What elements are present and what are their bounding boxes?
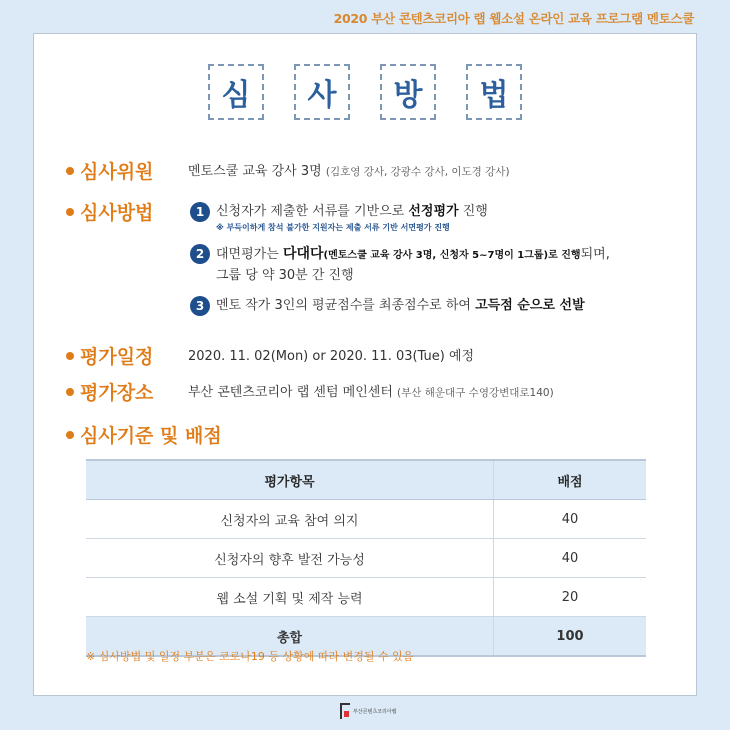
table-cell-item: 신청자의 향후 발전 가능성 xyxy=(86,539,494,578)
venue-text: 부산 콘텐츠코리아 랩 센텀 메인센터 xyxy=(188,385,393,400)
section-venue xyxy=(66,378,554,405)
step-text: 되며, xyxy=(580,247,610,262)
section-label: 평가일정 xyxy=(80,346,154,368)
table-cell-item: 신청자의 교육 참여 의지 xyxy=(86,500,494,539)
title-char: 심 xyxy=(208,64,264,120)
table-cell-score: 40 xyxy=(494,500,647,539)
step-note: ※ 부득이하게 참석 불가한 지원자는 제출 서류 기반 서면평가 진행 xyxy=(216,223,450,232)
step-bold: 선정평가 xyxy=(408,204,459,219)
judges-text: 멘토스쿨 교육 강사 3명 xyxy=(188,164,322,179)
step-text: 신청자가 제출한 서류를 기반으로 xyxy=(216,204,409,219)
table-cell-score: 40 xyxy=(494,539,647,578)
method-steps xyxy=(190,202,670,326)
content-card xyxy=(33,33,697,696)
step-bold: 다대다 xyxy=(282,246,324,262)
logo-text: 부산콘텐츠코리아랩 xyxy=(353,708,397,715)
section-judges xyxy=(66,157,510,184)
section-criteria xyxy=(66,421,222,448)
table-header-row xyxy=(86,460,646,500)
bullet-icon xyxy=(66,352,74,360)
bullet-icon xyxy=(66,208,74,216)
step-text: 멘토 작가 3인의 평균점수를 최종점수로 하여 xyxy=(216,298,476,313)
table-row xyxy=(86,539,646,578)
title-char: 방 xyxy=(380,64,436,120)
section-label: 심사위원 xyxy=(80,161,154,183)
bullet-icon xyxy=(66,388,74,396)
method-step xyxy=(190,202,670,234)
table-cell-score: 100 xyxy=(494,617,647,657)
number-1-icon: 1 xyxy=(190,202,210,222)
table-row xyxy=(86,500,646,539)
judges-detail: (김호영 강사, 강광수 강사, 이도경 강사) xyxy=(325,166,510,178)
table-row xyxy=(86,578,646,617)
bullet-icon xyxy=(66,431,74,439)
step-bold: 고득점 순으로 선발 xyxy=(475,298,585,313)
section-label: 평가장소 xyxy=(80,382,154,404)
section-label: 심사기준 및 배점 xyxy=(80,425,222,447)
bullet-icon xyxy=(66,167,74,175)
title-char: 사 xyxy=(294,64,350,120)
step-text: 대면평가는 xyxy=(216,247,283,262)
method-step xyxy=(190,244,670,286)
title-row xyxy=(34,64,696,120)
section-schedule xyxy=(66,342,474,369)
method-step xyxy=(190,296,670,316)
table-header: 평가항목 xyxy=(86,460,494,500)
footnote: ※ 심사방법 및 일정 부분은 코로나19 등 상황에 따라 변경될 수 있음 xyxy=(86,650,414,663)
number-3-icon: 3 xyxy=(190,296,210,316)
logo xyxy=(340,703,396,719)
schedule-text: 2020. 11. 02(Mon) or 2020. 11. 03(Tue) 예정 xyxy=(188,349,475,364)
number-2-icon: 2 xyxy=(190,244,210,264)
section-label: 심사방법 xyxy=(80,202,154,224)
step-text: 진행 xyxy=(458,204,488,219)
logo-mark-icon xyxy=(340,703,350,719)
title-char: 법 xyxy=(466,64,522,120)
step-text-line2: 그룹 당 약 30분 간 진행 xyxy=(216,268,354,283)
criteria-table xyxy=(86,459,646,657)
table-cell-score: 20 xyxy=(494,578,647,617)
venue-detail: (부산 해운대구 수영강변대로140) xyxy=(397,387,554,399)
table-cell-item: 웹 소설 기획 및 제작 능력 xyxy=(86,578,494,617)
step-bold: (멘토스쿨 교육 강사 3명, 신청자 5~7명이 1그룹)로 진행 xyxy=(323,250,581,261)
table-cell-item: 총합 xyxy=(86,617,494,657)
table-header: 배점 xyxy=(494,460,647,500)
section-method xyxy=(66,198,153,225)
header-title: 2020 부산 콘텐츠코리아 랩 웹소설 온라인 교육 프로그램 멘토스쿨 xyxy=(333,11,694,26)
